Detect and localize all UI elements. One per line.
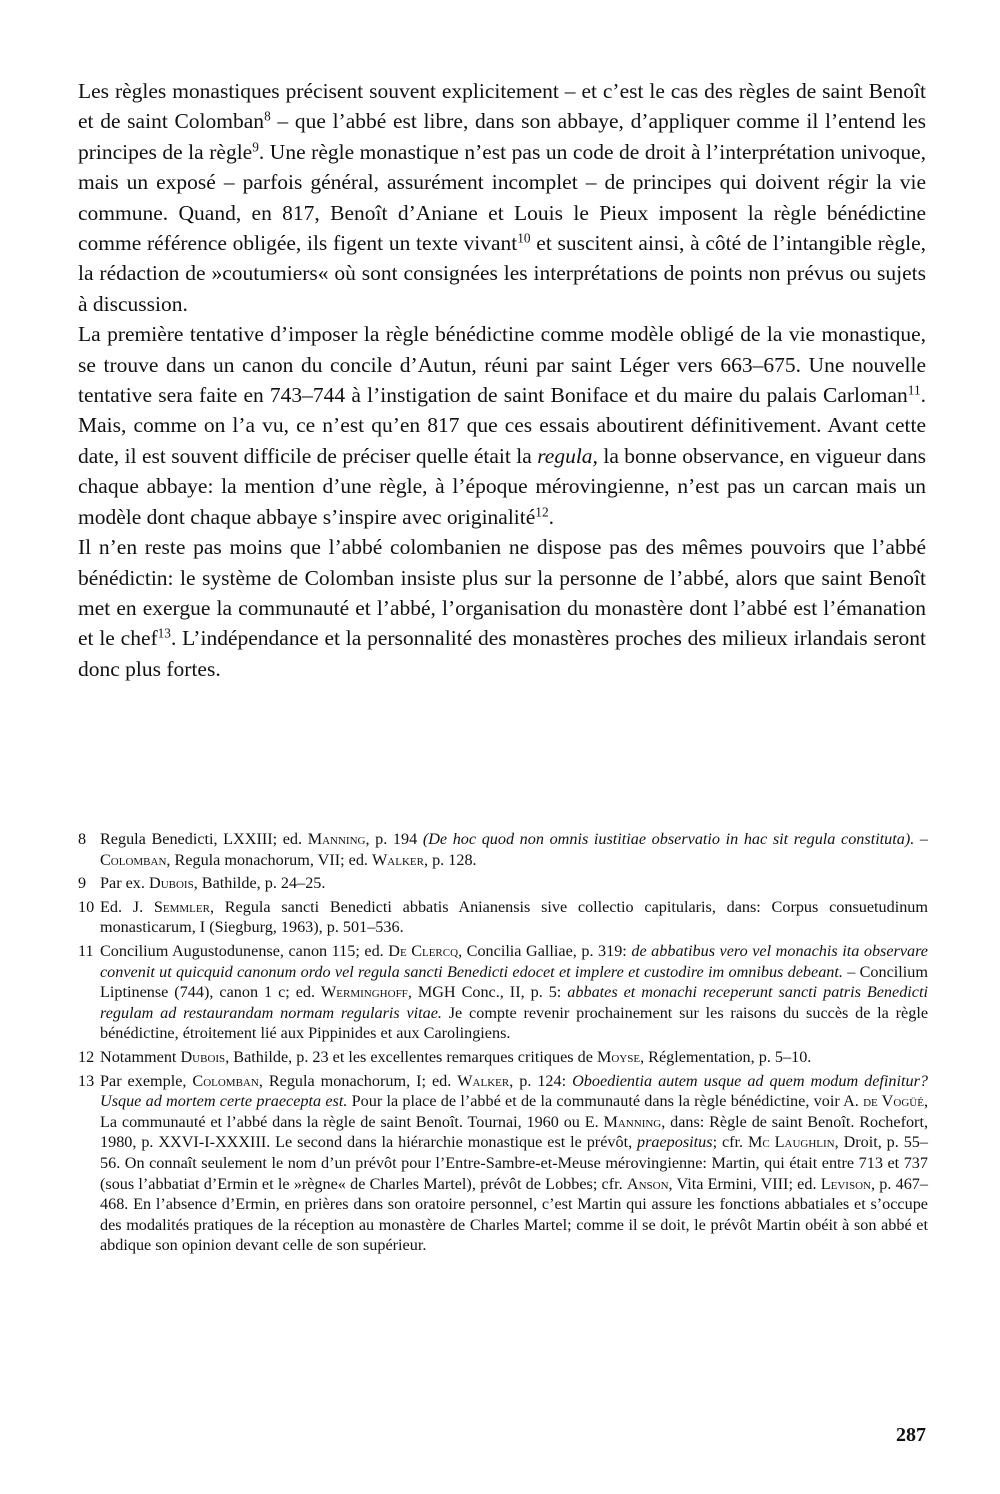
text-run: Pour la place de l’abbé et de la communauté dans la règle bénédictine, voir A. <box>347 1092 864 1111</box>
footnote-number: 12 <box>78 1047 95 1066</box>
text-run: , Bathilde, p. 24–25. <box>193 874 326 893</box>
author-name: Mc Laughlin <box>748 1133 835 1152</box>
footnote-text <box>100 897 928 938</box>
text-run: Par exemple, <box>100 1071 193 1090</box>
footnote-number: 13 <box>78 1071 95 1090</box>
author-name: Walker <box>372 850 424 869</box>
footnote-number: 10 <box>78 897 95 916</box>
text-run: Concilium Augustodunense, canon 115; ed. <box>100 941 389 960</box>
text-run: et suscitent ainsi, à côté de l’intangible règle, la rédaction de »coutumiers« où sont consignées les interprétations de points non prévus ou sujets à discussion. <box>78 231 926 316</box>
text-run: ; cfr. <box>712 1133 748 1152</box>
text-run: , p. 124: <box>509 1071 573 1090</box>
main-text <box>78 76 926 684</box>
footnote-reference: 10 <box>517 230 531 246</box>
text-run: . L’indépendance et la personnalité des monastères proches des milieux irlandais seront donc plus fortes. <box>78 626 926 681</box>
footnote-reference: 8 <box>264 109 271 125</box>
text-run: Notamment <box>100 1047 181 1066</box>
text-run: Regula Benedicti, LXXIII; ed. <box>100 830 308 848</box>
footnote-reference: 13 <box>157 625 171 641</box>
text-run: , p. 128. <box>423 850 477 869</box>
footnote-number: 11 <box>78 941 94 960</box>
footnote-text <box>100 1047 928 1068</box>
author-name: Moyse <box>596 1047 641 1066</box>
author-name: de Vogüé <box>863 1092 924 1111</box>
text-run: Par ex. <box>100 874 149 893</box>
author-name: Manning <box>603 1112 662 1131</box>
footnote-reference: 9 <box>252 139 259 155</box>
text-run: Les règles monastiques précisent souvent explicitement – et c’est le cas des règles de saint Benoît et de saint Colomban <box>78 79 926 134</box>
text-run: La première tentative d’imposer la règle bénédictine comme modèle obligé de la vie monastique, se trouve dans un canon du concile d’Autun, réuni par saint Léger vers 663–675. Une nouvelle tentative sera faite en 743–744 à l’instigation de saint Boniface et du maire du palais Carloman <box>78 322 926 408</box>
italic-text: (De hoc quod non omnis iustitiae observatio in hac sit regula constituta). <box>422 830 915 848</box>
author-name: Colomban <box>192 1071 259 1090</box>
author-name: Werminghoff <box>321 983 408 1002</box>
italic-text: Oboedientia autem usque ad quem modum definitur? Usque ad mortem certe praecepta est. <box>100 1071 928 1111</box>
footnote-10 <box>78 897 928 938</box>
author-name: Walker <box>457 1071 510 1090</box>
text-run: Je compte revenir prochainement sur les raisons du succès de la règle bénédictine, étroitement lié aux Pippinides et aux Carolingiens. <box>100 1003 928 1043</box>
author-name: Manning <box>307 830 366 848</box>
italic-text: praepositus <box>637 1133 713 1152</box>
italic-text: de abbatibus vero vel monachis ita observare convenit ut quicquid canonum ordo vel regula sancti Benedicti edocet et implere et custodire im omnibus debeant. <box>100 941 928 981</box>
footnote-11 <box>78 941 928 1044</box>
footnote-text <box>100 829 928 870</box>
text-run: . Mais, comme on l’a vu, ce n’est qu’en 817 que ces essais aboutirent définitivement. Avant cette date, il est souvent difficile de préciser quelle était la <box>78 383 926 468</box>
text-run: , Vita Ermini, VIII; ed. <box>668 1174 821 1193</box>
footnote-reference: 12 <box>535 504 549 520</box>
text-run: Il n’en reste pas moins que l’abbé colombanien ne dispose pas des mêmes pouvoirs que l’abbé bénédictin: le système de Colomban insiste plus sur la personne de l’abbé, alors que saint Benoît met en exergue la communauté et l’abbé, l’organisation du monastère dont l’abbé est l’émanation et le chef <box>78 535 926 651</box>
text-run: – Concilium Liptinense (744), canon 1 c; ed. <box>100 962 928 1002</box>
footnote-text <box>100 941 928 1044</box>
italic-text: abbates et monachi receperunt sancti patris Benedicti regulam ad restaurandam normam regularis vitae. <box>100 983 928 1022</box>
footnote-reference: 11 <box>907 382 921 398</box>
text-run: , Réglementation, p. 5–10. <box>640 1047 812 1066</box>
footnote-text <box>100 873 928 894</box>
author-name: Anson <box>626 1174 669 1193</box>
footnote-text <box>100 1071 928 1256</box>
paragraph-3 <box>78 532 926 684</box>
page-number: 287 <box>896 1424 926 1446</box>
text-run: , MGH Conc., II, p. 5: <box>407 983 568 1002</box>
author-name: De Clercq <box>388 941 459 960</box>
text-run: , Regula monachorum, I; ed. <box>258 1071 458 1090</box>
text-run: , dans: Règle de saint Benoît. Rochefort, 1980, p. XXVI-I-XXXIII. Le second dans la hiérarchie monastique est le prévôt, <box>100 1112 928 1152</box>
text-run: Ed. J. <box>100 897 154 916</box>
footnote-13 <box>78 1071 928 1256</box>
text-run: , Regula monachorum, VII; ed. <box>166 850 373 869</box>
text-run: – que l’abbé est libre, dans son abbaye, d’appliquer comme il l’entend les principes de la règle <box>78 109 927 164</box>
text-run: . Une règle monastique n’est pas un code de droit à l’interprétation univoque, mais un exposé – parfois général, assurément incomplet – de principes qui doivent régir la vie commune. Quand, en 817, Benoît d’Aniane et Louis le Pieux imposent la règle bénédictine comme référence obligée, ils figent un texte vivant <box>78 139 926 256</box>
text-run: , p. 467–468. En l’absence d’Ermin, en prières dans son oratoire personnel, c’est Martin qui assure les fonctions abbatiales et s’occupe des modalités pratiques de la réception au monastère de Charles Martel; comme il se doit, le prévôt Martin obéit à son abbé et abdique son opinion devant celle de son supérieur. <box>100 1174 928 1255</box>
footnotes <box>78 829 928 1259</box>
author-name: Dubois <box>149 874 194 893</box>
text-run: , Bathilde, p. 23 et les excellentes remarques critiques de <box>225 1047 597 1066</box>
author-name: Colomban <box>100 850 167 869</box>
text-run: , Concilia Galliae, p. 319: <box>458 941 632 960</box>
author-name: Dubois <box>180 1047 226 1066</box>
paragraph-2 <box>78 319 926 532</box>
text-run: , Regula sancti Benedicti abbatis Anianensis sive collectio capitularis, dans: Corpus consuetudinum monasticarum, I (Siegburg, 1963), p. 501–536. <box>100 897 928 937</box>
author-name: Semmler <box>153 897 210 916</box>
footnote-9 <box>78 873 928 894</box>
text-run: – <box>914 830 929 848</box>
footnote-number: 9 <box>78 874 87 893</box>
paragraph-1 <box>78 76 926 319</box>
footnote-12 <box>78 1047 928 1068</box>
footnote-8 <box>78 829 928 870</box>
text-run: , p. 194 <box>365 830 423 848</box>
text-run: , La communauté et l’abbé dans la règle de saint Benoît. Tournai, 1960 ou E. <box>100 1092 928 1131</box>
text-run: , Droit, p. 55–56. On connaît seulement le nom d’un prévôt pour l’Entre-Sambre-et-Meuse mérovingienne: Martin, qui était entre 713 et 737 (sous l’abbatiat d’Ermin et le »règne« de Charles Martel), prévôt de Lobbes; cfr. <box>100 1133 928 1193</box>
text-run: la bonne observance, en vigueur dans chaque abbaye: la mention d’une règle, à l’époque mérovingienne, n’est pas un carcan mais un modèle dont chaque abbaye s’inspire avec originalité <box>78 443 926 529</box>
text-run: . <box>548 504 554 529</box>
author-name: Levison <box>820 1174 871 1193</box>
italic-text: regula, <box>537 443 598 468</box>
footnote-number: 8 <box>78 830 87 848</box>
